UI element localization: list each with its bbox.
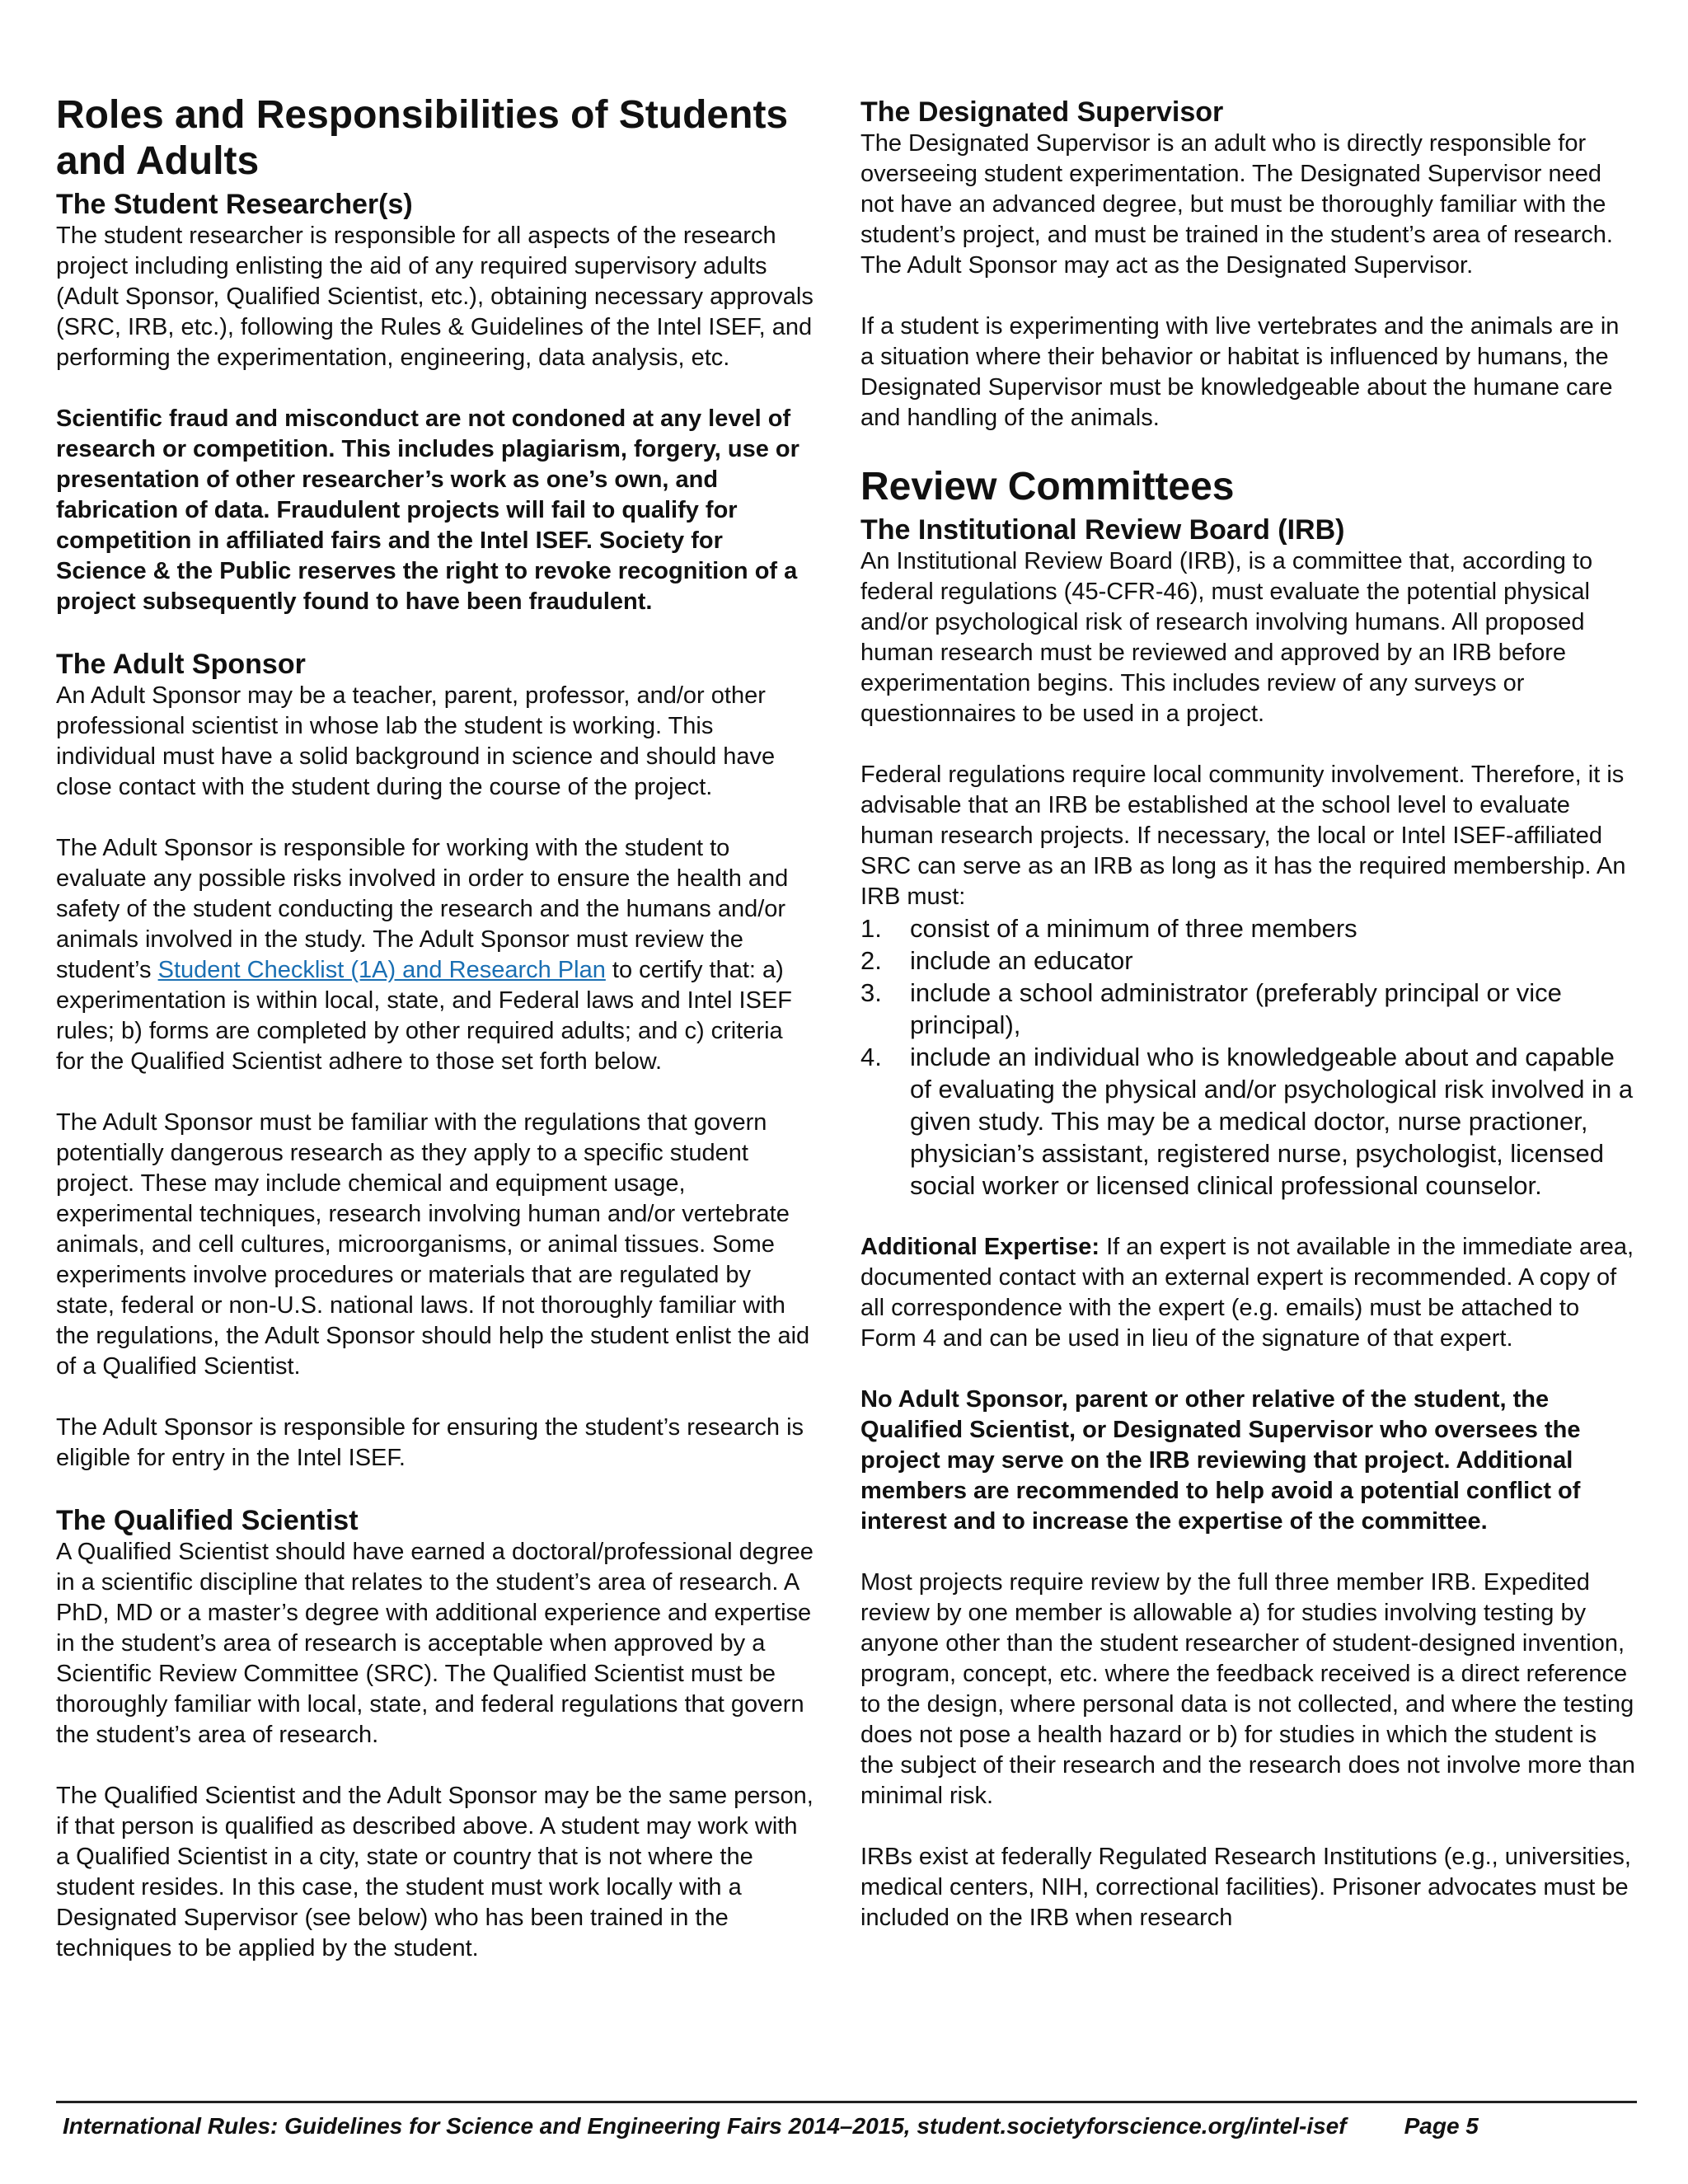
fraud-paragraph: Scientific fraud and misconduct are not condoned at any level of research or competition. This includes plagiarism, forgery, use or presentation of other researcher’s work as one’s own, and fabrication of data. Fraudulent projects will fail to qualify for competition in affiliated fairs and the Intel ISEF. Society for Science & the Public reserves the right to revoke recognition of a project subsequently found to have been fraudulent. — [56, 405, 799, 615]
left-column — [56, 92, 814, 1994]
student-researcher-heading: The Student Researcher(s) — [56, 189, 413, 220]
list-item — [860, 912, 1635, 944]
footer-divider — [56, 2101, 1637, 2103]
list-item-text: include a school administrator (preferably principal or vice principal), — [910, 978, 1562, 1039]
list-item-text: consist of a minimum of three members — [910, 914, 1357, 943]
designated-supervisor-heading: The Designated Supervisor — [860, 96, 1224, 128]
list-item-number: 3. — [860, 978, 882, 1007]
irb-paragraph-2: Federal regulations require local community involvement. Therefore, it is advisable that an IRB be established at the school level to evaluate human research projects. If necessary, the local or Intel ISEF-affiliated SRC can serve as an IRB as long as it has the required membership. An IRB must: — [860, 762, 1626, 910]
footer-text: International Rules: Guidelines for Science and Engineering Fairs 2014–2015, student.societyforscience.org/intel-isef — [63, 2113, 1347, 2139]
page-footer — [63, 2113, 1479, 2139]
adult-sponsor-heading: The Adult Sponsor — [56, 649, 306, 680]
list-item-number: 4. — [860, 1043, 882, 1071]
review-committees-title: Review Committees — [860, 465, 1235, 509]
list-item — [860, 944, 1635, 977]
adult-sponsor-paragraph-4: The Adult Sponsor is responsible for ensuring the student’s research is eligible for entry in the Intel ISEF. — [56, 1414, 804, 1471]
qualified-scientist-heading: The Qualified Scientist — [56, 1505, 359, 1536]
designated-supervisor-paragraph-1: The Designated Supervisor is an adult who is directly responsible for overseeing student experimentation. The Designated Supervisor need not have an advanced degree, but must be thoroughly familiar with the student’s project, and must be trained in the student’s area of research. The Adult Sponsor may act as the Designated Supervisor. — [860, 130, 1613, 279]
additional-expertise-paragraph — [860, 1232, 1635, 1354]
adult-sponsor-paragraph-3: The Adult Sponsor must be familiar with the regulations that govern potentially dangerous research as they apply to a specific student project. These may include chemical and equipment usage, experimental techniques, research involving human and/or vertebrate animals, and cell cultures, microorganisms, or animal tissues. Some experiments involve procedures or materials that are regulated by state, federal or non-U.S. national laws. If not thoroughly familiar with the regulations, the Adult Sponsor should help the student enlist the aid of a Qualified Scientist. — [56, 1109, 810, 1380]
expedited-review-paragraph: Most projects require review by the full three member IRB. Expedited review by one member is allowable a) for studies involving testing by anyone other than the student researcher of student-designed invention, program, concept, etc. where the feedback received is a direct reference to the design, where personal data is not collected, and where the testing does not pose a health hazard or b) for studies in which the student is the subject of their research and the research does not involve more than minimal risk. — [860, 1569, 1635, 1809]
irb-requirements-list — [860, 912, 1635, 1202]
conflict-of-interest-paragraph: No Adult Sponsor, parent or other relative of the student, the Qualified Scientist, or Designated Supervisor who oversees the project may serve on the IRB reviewing that project. Additional members are recommended to help avoid a potential conflict of interest and to increase the expertise of the committee. — [860, 1386, 1581, 1535]
right-column — [860, 96, 1635, 1964]
student-researcher-paragraph: The student researcher is responsible for all aspects of the research project including enlisting the aid of any required supervisory adults (Adult Sponsor, Qualified Scientist, etc.), obtaining necessary approvals (SRC, IRB, etc.), following the Rules & Guidelines of the Intel ISEF, and performing the experimentation, engineering, data analysis, etc. — [56, 223, 814, 371]
designated-supervisor-paragraph-2: If a student is experimenting with live vertebrates and the animals are in a situation where their behavior or habitat is influenced by humans, the Designated Supervisor must be knowledgeable about the humane care and handling of the animals. — [860, 313, 1620, 431]
irbs-exist-paragraph: IRBs exist at federally Regulated Research Institutions (e.g., universities, medical centers, NIH, correctional facilities). Prisoner advocates must be included on the IRB when research — [860, 1844, 1631, 1931]
additional-expertise-label: Additional Expertise: — [860, 1234, 1100, 1260]
irb-heading: The Institutional Review Board (IRB) — [860, 514, 1345, 546]
qualified-scientist-paragraph-2: The Qualified Scientist and the Adult Sponsor may be the same person, if that person is qualified as described above. A student may work with a Qualified Scientist in a city, state or country that is not where the student resides. In this case, the student must work locally with a Designated Supervisor (see below) who has been trained in the techniques to be applied by the student. — [56, 1783, 814, 1961]
irb-paragraph-1: An Institutional Review Board (IRB), is a committee that, according to federal regulations (45-CFR-46), must evaluate the potential physical and/or psychological risk of research involving humans. All proposed human research must be reviewed and approved by an IRB before experimentation begins. This includes review of any surveys or questionnaires to be used in a project. — [860, 548, 1593, 727]
list-item-text: include an individual who is knowledgeable about and capable of evaluating the physical and/or psychological risk involved in a given study. This may be a medical doctor, nurse practioner, physician’s assistant, registered nurse, psychologist, licensed social worker or licensed clinical professional counselor. — [910, 1043, 1634, 1200]
list-item-number: 1. — [860, 914, 882, 943]
additional-expertise-text: If an expert is not available in the immediate area, documented contact with an external expert is recommended. A copy of all correspondence with the expert (e.g. emails) must be attached to Form 4 and can be used in lieu of the signature of that expert. — [860, 1234, 1634, 1352]
adult-sponsor-paragraph-2 — [56, 833, 814, 1077]
list-item-text: include an educator — [910, 946, 1133, 975]
page-number: Page 5 — [1404, 2113, 1479, 2139]
list-item — [860, 1041, 1635, 1202]
list-item — [860, 977, 1635, 1041]
adult-sponsor-p2-after: to certify that: a) experimentation is within local, state, and Federal laws and Intel ISEF rules; b) forms are completed by other required adults; and c) criteria for the Qualified Scientist adhere to those set forth below. — [56, 957, 793, 1075]
adult-sponsor-p2-before: The Adult Sponsor is responsible for working with the student to evaluate any possible risks involved in order to ensure the health and safety of the student conducting the research and the humans and/or animals involved in the study. The Adult Sponsor must review the student’s — [56, 835, 789, 983]
qualified-scientist-paragraph-1: A Qualified Scientist should have earned a doctoral/professional degree in a scientific discipline that relates to the student’s area of research. A PhD, MD or a master’s degree with additional experience and expertise in the student’s area of research is acceptable when approved by a Scientific Review Committee (SRC). The Qualified Scientist must be thoroughly familiar with local, state, and federal regulations that govern the student’s area of research. — [56, 1539, 814, 1748]
adult-sponsor-paragraph-1: An Adult Sponsor may be a teacher, parent, professor, and/or other professional scientist in whose lab the student is working. This individual must have a solid background in science and should have close contact with the student during the course of the project. — [56, 682, 776, 800]
student-checklist-link[interactable]: Student Checklist (1A) and Research Plan — [157, 957, 606, 983]
list-item-number: 2. — [860, 946, 882, 975]
page-title: Roles and Responsibilities of Students and Adults — [56, 93, 789, 183]
